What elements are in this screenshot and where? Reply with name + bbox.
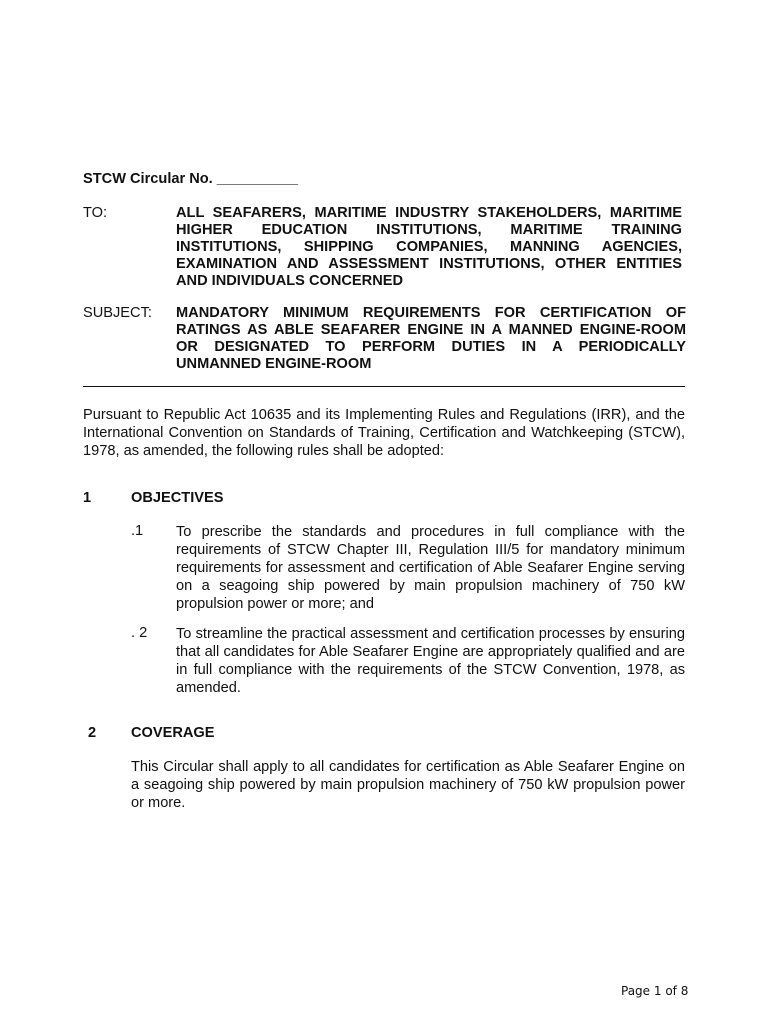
section-1-title: OBJECTIVES — [131, 490, 224, 506]
item-1-2-number: . 2 — [131, 625, 148, 641]
to-recipients: ALL SEAFARERS, MARITIME INDUSTRY STAKEHOLDERS, MARITIME HIGHER EDUCATION INSTITUTIONS, MARITIME TRAINING INSTITUTIONS, SHIPPING COMPANIES, MANNING AGENCIES, EXAMINATION AND ASSESSMENT INSTITUTIONS, OTHER ENTITIES AND INDIVIDUALS CONCERNED — [176, 205, 682, 289]
circular-number-title: STCW Circular No. __________ — [83, 171, 298, 187]
item-1-2-text: To streamline the practical assessment and certification processes by ensuring that all candidates for Able Seafarer Engine are appropriately qualified and are in full compliance with the requirements of the STCW Convention, 1978, as amended. — [176, 626, 685, 696]
section-2-number: 2 — [88, 725, 97, 741]
to-label: TO: — [83, 205, 108, 221]
intro-paragraph: Pursuant to Republic Act 10635 and its Implementing Rules and Regulations (IRR), and the International Convention on Standards of Training, Certification and Watchkeeping (STCW), 1978, as amended, the following rules shall be adopted: — [83, 407, 685, 459]
separator-line — [83, 386, 685, 387]
subject-text: MANDATORY MINIMUM REQUIREMENTS FOR CERTIFICATION OF RATINGS AS ABLE SEAFARER ENGINE IN A MANNED ENGINE-ROOM OR DESIGNATED TO PERFORM DUTIES IN A PERIODICALLY UNMANNED ENGINE-ROOM — [176, 305, 686, 372]
page-number: Page 1 of 8 — [621, 984, 689, 998]
section-1-number: 1 — [83, 490, 92, 506]
subject-label: SUBJECT: — [83, 305, 152, 321]
item-1-1-text: To prescribe the standards and procedures in full compliance with the requirements of STCW Chapter III, Regulation III/5 for mandatory minimum requirements for assessment and certification of Able Seafarer Engine serving on a seagoing ship powered by main propulsion machinery of 750 kW propulsion power or more; and — [176, 524, 685, 612]
item-1-1-number: .1 — [131, 523, 144, 539]
coverage-paragraph: This Circular shall apply to all candidates for certification as Able Seafarer Engine on a seagoing ship powered by main propulsion machinery of 750 kW propulsion power or more. — [131, 759, 685, 811]
section-2-title: COVERAGE — [131, 725, 215, 741]
